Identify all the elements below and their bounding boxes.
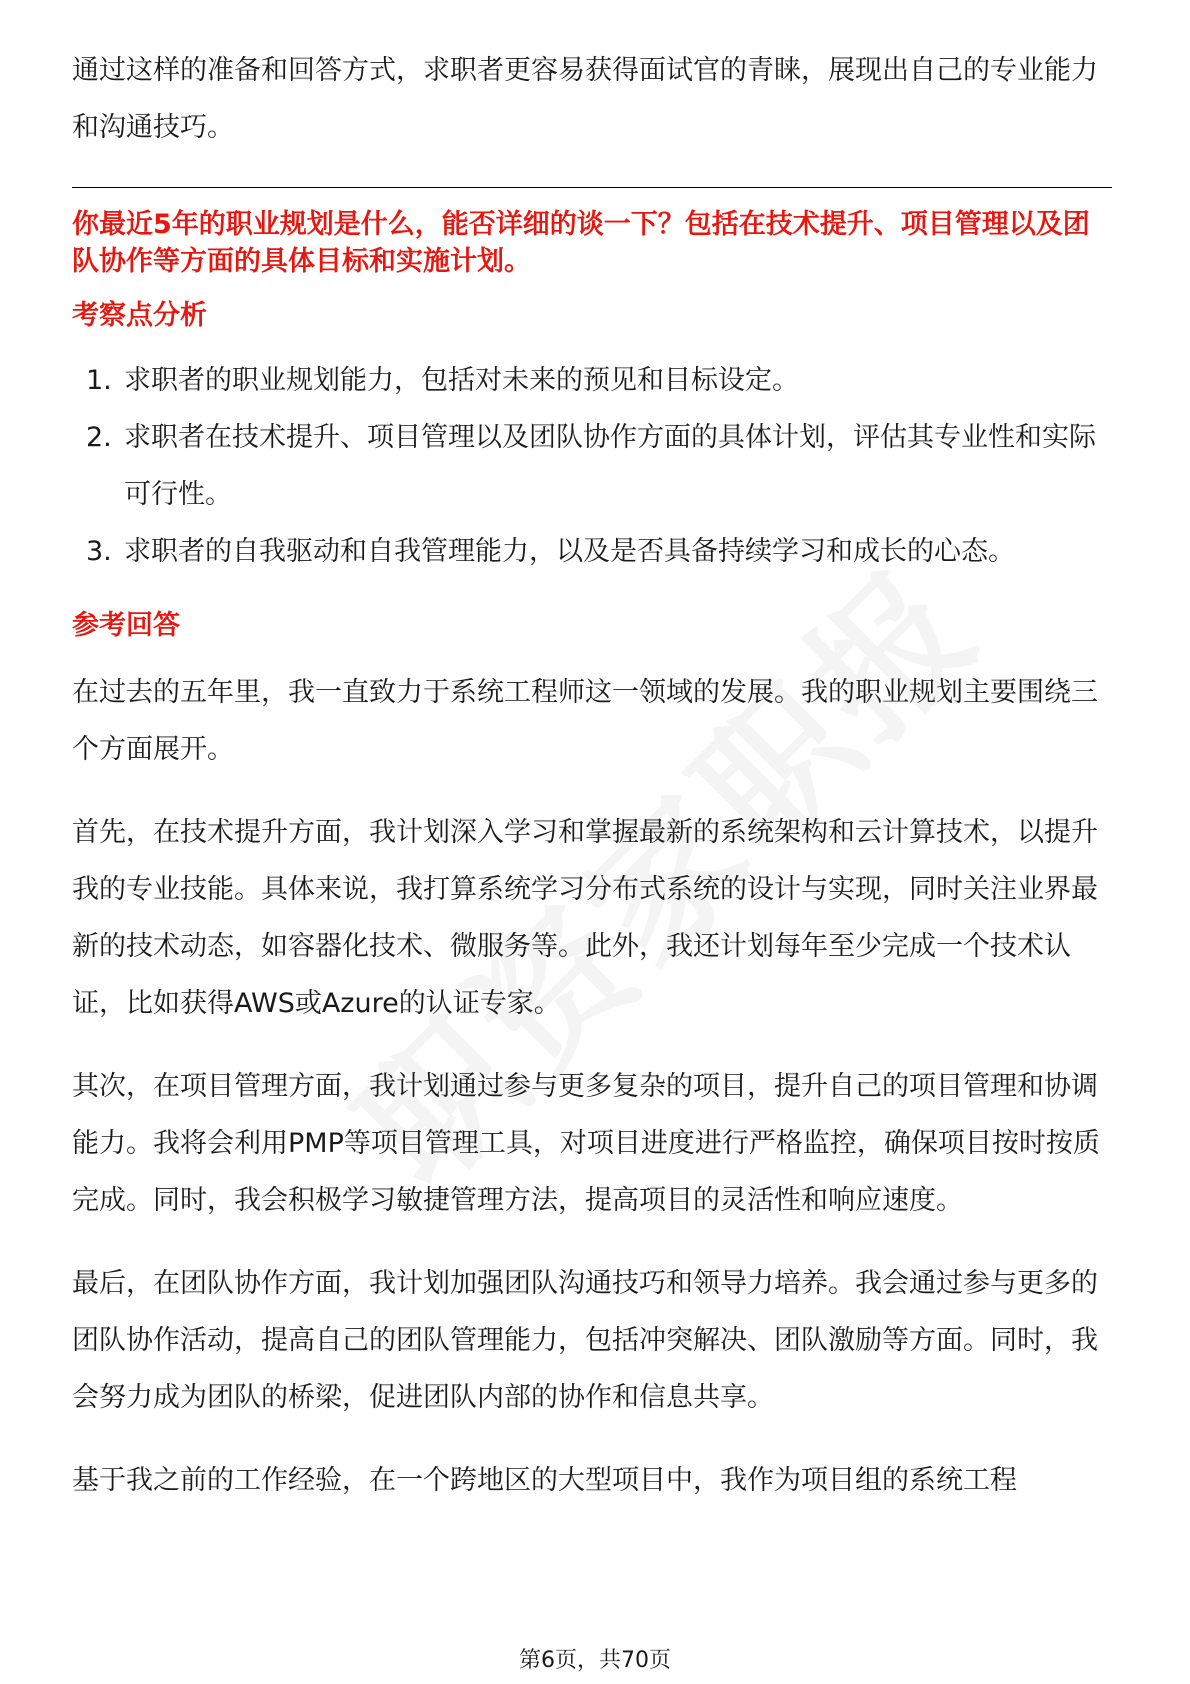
analysis-heading: 考察点分析: [72, 300, 207, 331]
answer-paragraph: 首先，在技术提升方面，我计划深入学习和掌握最新的系统架构和云计算技术，以提升我的专业技能。具体来说，我打算系统学习分布式系统的设计与实现，同时关注业界最新的技术动态，如容器化技术、微服务等。此外，我还计划每年至少完成一个技术认证，比如获得AWS或Azure的认证专家。: [72, 817, 1098, 1019]
answer-paragraph: 在过去的五年里，我一直致力于系统工程师这一领域的发展。我的职业规划主要围绕三个方面展开。: [72, 677, 1098, 765]
list-number: 3.: [86, 536, 112, 567]
list-number: 2.: [86, 422, 112, 453]
page-content: [72, 42, 1112, 1509]
interview-question: 你最近5年的职业规划是什么，能否详细的谈一下？包括在技术提升、项目管理以及团队协作等方面的具体目标和实施计划。: [72, 209, 1090, 277]
answer-paragraph: 最后，在团队协作方面，我计划加强团队沟通技巧和领导力培养。我会通过参与更多的团队协作活动，提高自己的团队管理能力，包括冲突解决、团队激励等方面。同时，我会努力成为团队的桥梁，促进团队内部的协作和信息共享。: [72, 1268, 1098, 1413]
analysis-point: [72, 352, 1112, 409]
answer-paragraph: 其次，在项目管理方面，我计划通过参与更多复杂的项目，提升自己的项目管理和协调能力。我将会利用PMP等项目管理工具，对项目进度进行严格监控，确保项目按时按质完成。同时，我会积极学习敏捷管理方法，提高项目的灵活性和响应速度。: [72, 1071, 1100, 1216]
list-number: 1.: [86, 365, 112, 396]
answer-heading: 参考回答: [72, 610, 180, 641]
analysis-point-text: 求职者的自我驱动和自我管理能力，以及是否具备持续学习和成长的心态。: [124, 536, 1015, 567]
page-number-footer: 第6页，共70页: [519, 1648, 671, 1673]
intro-paragraph: 通过这样的准备和回答方式，求职者更容易获得面试官的青睐，展现出自己的专业能力和沟通技巧。: [72, 55, 1098, 143]
answer-paragraph: 基于我之前的工作经验，在一个跨地区的大型项目中，我作为项目组的系统工程: [72, 1465, 1017, 1496]
analysis-point-text: 求职者在技术提升、项目管理以及团队协作方面的具体计划，评估其专业性和实际可行性。: [124, 422, 1096, 510]
analysis-point: [72, 523, 1112, 580]
analysis-points-list: [72, 352, 1112, 580]
analysis-point: [72, 409, 1112, 523]
analysis-point-text: 求职者的职业规划能力，包括对未来的预见和目标设定。: [124, 365, 799, 396]
